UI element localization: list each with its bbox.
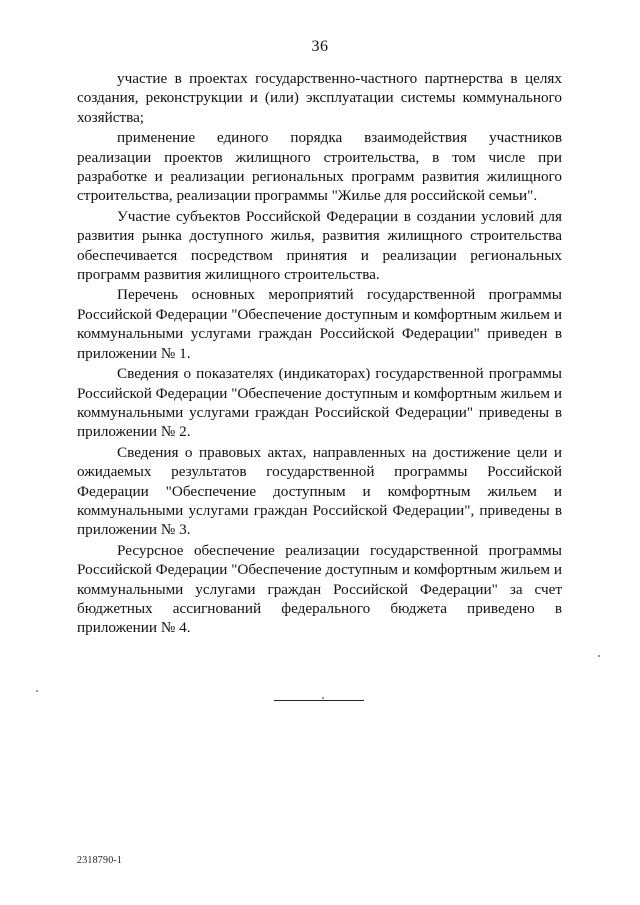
document-code: 2318790-1 <box>77 855 123 866</box>
paragraph-unified-procedure: применение единого порядка взаимодействия участников реализации проектов жилищного строительства, в том числе при разработке и реализации региональных программ развития жилищного строительства, реализации программы "Жилье для российской семьи". <box>77 129 562 205</box>
end-divider-line <box>274 700 364 701</box>
paragraph-appendix-4: Ресурсное обеспечение реализации государственной программы Российской Федерации "Обеспечение доступным и комфортным жильем и коммунальными услугами граждан Российской Федерации" за счет бюджетных ассигнований федерального бюджета приведено в приложении № 4. <box>77 541 562 637</box>
document-body <box>77 69 562 639</box>
paragraph-regional-participation: Участие субъектов Российской Федерации в создании условий для развития рынка доступного жилья, развития жилищного строительства обеспечивается посредством принятия и реализации региональных программ развития жилищного строительства. <box>77 207 562 284</box>
paragraph-appendix-1: Перечень основных мероприятий государственной программы Российской Федерации "Обеспечение доступным и комфортным жильем и коммунальными услугами граждан Российской Федерации" приведен в приложении № 1. <box>77 286 562 362</box>
paragraph-ppp-participation: участие в проектах государственно-частного партнерства в целях создания, реконструкции и (или) эксплуатации системы коммунального хозяйства; <box>77 70 562 126</box>
scan-speck <box>36 690 38 692</box>
page-number: 36 <box>311 38 329 55</box>
scan-speck <box>322 697 324 699</box>
scan-speck <box>598 655 600 657</box>
paragraph-appendix-3: Сведения о правовых актах, направленных на достижение цели и ожидаемых результатов государственной программы Российской Федерации "Обеспечение доступным и комфортным жильем и коммунальными услугами граждан Российской Федерации", приведены в приложении № 3. <box>77 443 562 539</box>
paragraph-appendix-2: Сведения о показателях (индикаторах) государственной программы Российской Федерации "Обеспечение доступным и комфортным жильем и коммунальными услугами граждан Российской Федерации" приведены в приложении № 2. <box>77 365 562 441</box>
